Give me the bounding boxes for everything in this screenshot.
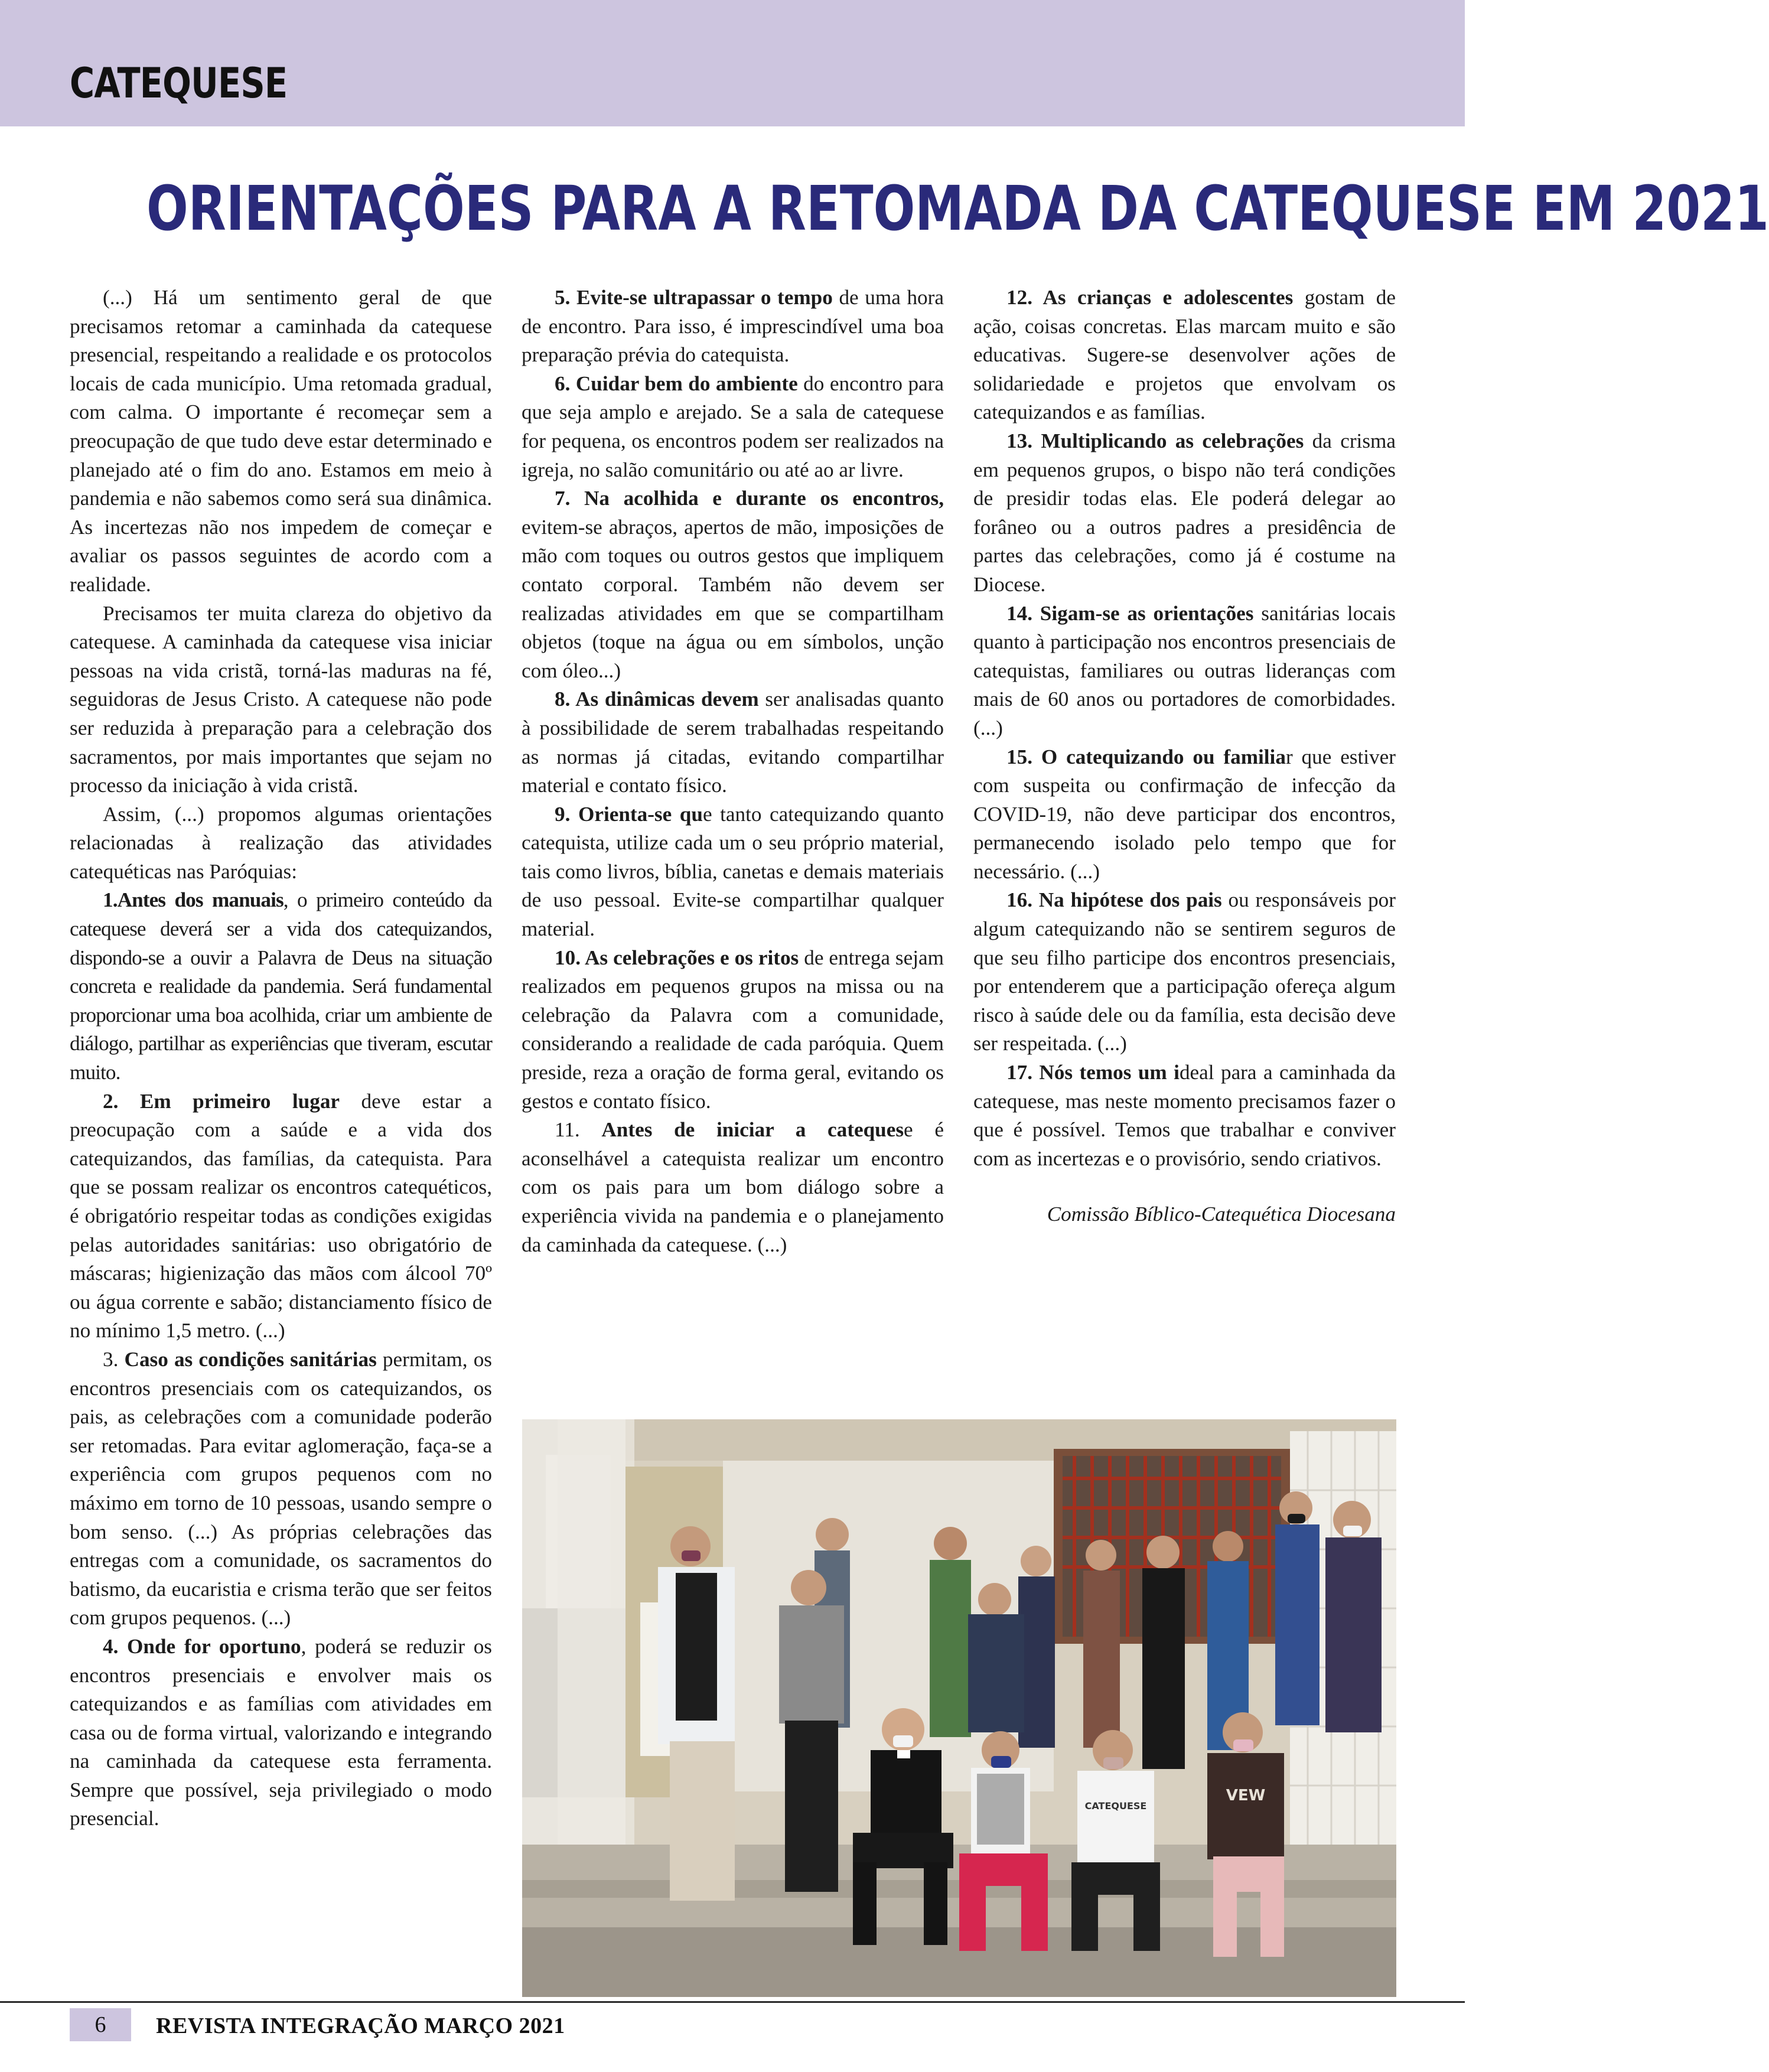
page-number: 6 xyxy=(70,2008,131,2041)
guideline-15-lead: 15. O catequizando ou familia xyxy=(1006,745,1286,768)
guideline-7-text: evitem-se abraços, apertos de mão, imposições de mão com toques ou outros gestos que impliquem contato corporal. Também não devem ser realizadas atividades em que se compartilham objetos (toque na água ou em símbolos, unção com óleo...) xyxy=(522,515,944,682)
guideline-16 xyxy=(973,886,1396,1058)
guideline-4-text: , poderá se reduzir os encontros presenciais e envolver mais os catequizandos e as famílias com atividades em casa ou de forma virtual, valorizando e integrando na caminhada da catequese esta ferramenta. Sempre que possível, seja privilegiado o modo presencial. xyxy=(70,1634,492,1830)
guideline-15-text: r que estiver com suspeita ou confirmação de infecção da COVID-19, não deve participar dos encontros, permanecendo isolado pelo tempo que for necessário. (...) xyxy=(973,745,1396,883)
shirt-text-2: VEW xyxy=(1226,1787,1266,1804)
guideline-10-lead: 10. As celebrações e os ritos xyxy=(555,946,799,969)
guideline-14 xyxy=(973,600,1396,743)
guideline-11-number: 11. xyxy=(555,1118,602,1142)
guideline-13-lead: 13. Multiplicando as celebrações xyxy=(1006,429,1304,452)
guideline-6 xyxy=(522,370,944,484)
guideline-1-lead: 1.Antes dos manuais xyxy=(103,888,284,912)
guideline-2-text: deve estar a preocupação com a saúde e a vida dos catequizandos, das famílias, da catequista. Para que se possam realizar os encontros catequéticos, é obrigatório respeitar todas as condições exigidas pelas autoridades sanitárias: uso obrigatório de máscaras; higienização das mãos com álcool 70º ou água corrente e sabão; distanciamento físico de no mínimo 1,5 metro. (...) xyxy=(70,1089,492,1343)
guideline-4-lead: 4. Onde for oportuno xyxy=(103,1634,301,1658)
guideline-4 xyxy=(70,1633,492,1833)
guideline-17-text: deal para a caminhada da catequese, mas neste momento precisamos fazer o que é possível. Temos que trabalhar e conviver com as incertezas e o provisório, sendo criativos. xyxy=(973,1061,1396,1170)
shirt-text: CATEQUESE xyxy=(1084,1800,1147,1812)
guideline-14-lead: 14. Sigam-se as orientações xyxy=(1006,601,1254,625)
group-photo-illustration xyxy=(522,1419,1396,1997)
guideline-5 xyxy=(522,284,944,370)
guideline-17 xyxy=(973,1058,1396,1173)
objective-paragraph: Precisamos ter muita clareza do objetivo da catequese. A caminhada da catequese visa iniciar pessoas na vida cristã, torná-las maduras na fé, seguidoras de Jesus Cristo. A catequese não pode ser reduzida à preparação para a celebração dos sacramentos, por mais importantes que sejam no processo da iniciação à vida cristã. xyxy=(70,601,492,797)
guideline-16-text: ou responsáveis por algum catequizando não se sentirem seguros de que seu filho participe dos encontros presenciais, por entenderem que a participação ofereça algum risco à saúde dele ou da família, esta decisão deve ser respeitada. (...) xyxy=(973,888,1396,1055)
proposal-paragraph: Assim, (...) propomos algumas orientações relacionadas à realização das atividades catequéticas nas Paróquias: xyxy=(70,802,492,883)
guideline-9-text: e tanto catequizando quanto catequista, utilize cada um o seu próprio material, tais como livros, bíblia, canetas e demais materiais de uso pessoal. Evite-se compartilhar qualquer material. xyxy=(522,802,944,941)
guideline-7 xyxy=(522,484,944,685)
guideline-13 xyxy=(973,427,1396,600)
guideline-9 xyxy=(522,800,944,944)
guideline-11-text: e é aconselhável a catequista realizar um encontro com os pais para um bom diálogo sobre a experiência vivida na pandemia e o planejamento da caminhada da catequese. (...) xyxy=(522,1118,944,1256)
article-column-2 xyxy=(522,284,944,1259)
guideline-17-lead: 17. Nós temos um i xyxy=(1006,1061,1180,1084)
guideline-15 xyxy=(973,743,1396,887)
guideline-2 xyxy=(70,1087,492,1346)
guideline-8-lead: 8. As dinâmicas devem xyxy=(555,688,759,711)
guideline-9-lead: 9. Orienta-se qu xyxy=(555,802,703,826)
guideline-7-lead: 7. Na acolhida e durante os encontros, xyxy=(555,487,944,510)
guideline-5-lead: 5. Evite-se ultrapassar o tempo xyxy=(555,286,833,309)
guideline-10-text: de entrega sejam realizados em pequenos grupos na missa ou na celebração da Palavra com a comunidade, considerando a realidade de cada paróquia. Quem preside, reza a oração de forma geral, evitando os gestos e contato físico. xyxy=(522,946,944,1113)
guideline-12-text: gostam de ação, coisas concretas. Elas marcam muito e são educativas. Sugere-se desenvolver ações de solidariedade e projetos que envolvam os catequizandos e as famílias. xyxy=(973,286,1396,424)
guideline-2-lead: 2. Em primeiro lugar xyxy=(103,1089,340,1113)
section-label: CATEQUESE xyxy=(70,59,288,107)
guideline-1-text: , o primeiro conteúdo da catequese deverá ser a vida dos catequizandos, dispondo-se a ouvir a Palavra de Deus na situação concreta e realidade da pandemia. Será fundamental proporcionar uma boa acolhida, criar um ambiente de diálogo, partilhar as experiências que tiveram, escutar muito. xyxy=(70,888,492,1084)
guideline-6-text: do encontro para que seja amplo e arejado. Se a sala de catequese for pequena, os encontros podem ser realizados na igreja, no salão comunitário ou até ao ar livre. xyxy=(522,372,944,481)
guideline-3 xyxy=(70,1346,492,1633)
article-signature: Comissão Bíblico-Catequética Diocesana xyxy=(1047,1203,1396,1226)
guideline-12-lead: 12. As crianças e adolescentes xyxy=(1006,286,1294,309)
group-photo xyxy=(522,1419,1396,1997)
guideline-11-lead: Antes de iniciar a cateques xyxy=(601,1118,904,1142)
article-headline: ORIENTAÇÕES PARA A RETOMADA DA CATEQUESE EM 2021 xyxy=(146,172,1769,245)
guideline-5-text: de uma hora de encontro. Para isso, é imprescindível uma boa preparação prévia do catequista. xyxy=(522,286,944,367)
guideline-16-lead: 16. Na hipótese dos pais xyxy=(1006,888,1222,912)
guideline-11 xyxy=(522,1116,944,1259)
guideline-10 xyxy=(522,944,944,1116)
guideline-3-lead: Caso as condições sanitárias xyxy=(124,1347,377,1371)
guideline-14-text: sanitárias locais quanto à participação nos encontros presenciais de catequistas, familiares ou outras lideranças com mais de 60 anos ou portadores de comorbidades. (...) xyxy=(973,601,1396,739)
guideline-13-text: da crisma em pequenos grupos, o bispo não terá condições de presidir todas elas. Ele poderá delegar ao forâneo ou a outros padres a presidência de partes das celebrações, como já é costume na Diocese. xyxy=(973,429,1396,596)
article-column-3 xyxy=(973,284,1396,1229)
footer-rule xyxy=(0,2001,1465,2003)
guideline-3-number: 3. xyxy=(103,1347,125,1371)
article-column-1 xyxy=(70,284,492,1833)
publication-name: REVISTA INTEGRAÇÃO MARÇO 2021 xyxy=(156,2014,565,2038)
guideline-6-lead: 6. Cuidar bem do ambiente xyxy=(555,372,798,395)
guideline-12 xyxy=(973,284,1396,427)
intro-paragraph: (...) Há um sentimento geral de que precisamos retomar a caminhada da catequese presencial, respeitando a realidade e os protocolos locais de cada município. Uma retomada gradual, com calma. O importante é recomeçar sem a preocupação de que tudo deve estar determinado e planejado até o fim do ano. Estamos em meio à pandemia e não sabemos como será sua dinâmica. As incertezas não nos impedem de começar e avaliar os passos seguintes de acordo com a realidade. xyxy=(70,286,492,596)
guideline-8 xyxy=(522,685,944,800)
guideline-1 xyxy=(70,886,492,1087)
guideline-3-text: permitam, os encontros presenciais com os catequizandos, os pais, as celebrações com a comunidade poderão ser retomadas. Para evitar aglomeração, faça-se a experiência com grupos pequenos com no máximo em torno de 10 pessoas, usando sempre o bom senso. (...) As próprias celebrações das entregas com a comunidade, os sacramentos do batismo, da eucaristia e crisma terão que ser feitos com grupos pequenos. (...) xyxy=(70,1347,492,1630)
guideline-8-text: ser analisadas quanto à possibilidade de serem trabalhadas respeitando as normas já citadas, evitando compartilhar material e contato físico. xyxy=(522,688,944,797)
